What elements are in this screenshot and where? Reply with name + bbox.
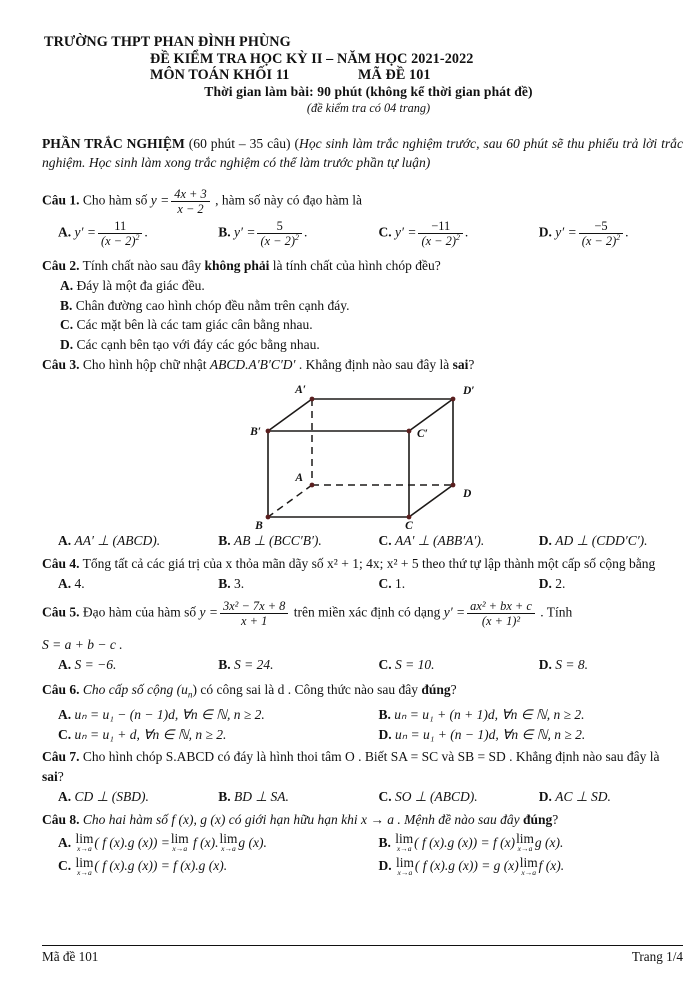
q1-option-c[interactable]: C. y′ = $\frac{-11}{(x - 2)^2}$ . bbox=[378, 219, 469, 248]
q1-option-c-num: −11 bbox=[431, 219, 451, 233]
question-3-options bbox=[42, 531, 683, 551]
question-4-label: Câu 4. bbox=[42, 556, 80, 571]
q1-option-b-num: 5 bbox=[276, 219, 283, 233]
q7-option-c[interactable]: C. SO ⊥ (ABCD). bbox=[378, 788, 478, 804]
question-3-text-a: Cho hình hộp chữ nhật bbox=[79, 357, 210, 372]
q5-fraction-g: $\frac{\text{ax² + bx + c}}{\text{(x + 1)²}}$ bbox=[467, 600, 535, 628]
question-8-options-row2 bbox=[42, 856, 683, 877]
question-7-options bbox=[42, 787, 683, 807]
question-8-options-row1 bbox=[42, 833, 683, 854]
q3-option-a[interactable]: A. AA′ ⊥ (ABCD). bbox=[58, 533, 161, 548]
subject-code-row bbox=[0, 67, 697, 84]
question-2-stem bbox=[42, 256, 683, 276]
vertex-label-Dp: D′ bbox=[462, 385, 475, 397]
q1-option-d[interactable]: D. y′ = $\frac{-5}{(x - 2)^2}$ . bbox=[538, 219, 629, 248]
q8-option-a[interactable]: A. lim x→a ( f (x).g (x)) = lim x→a f (x). lim x→a g (x). bbox=[58, 831, 267, 854]
question-6-text-a: Cho cấp số cộng (u bbox=[79, 682, 188, 697]
q7-option-a[interactable]: A. CD ⊥ (SBD). bbox=[58, 788, 149, 804]
question-6-options-row1 bbox=[42, 705, 683, 725]
question-2-text-b: là tính chất của hình chóp đều? bbox=[269, 258, 441, 273]
q2-option-a[interactable]: A. Đáy là một đa giác đều. bbox=[60, 278, 205, 293]
q2-option-b[interactable]: B. Chân đường cao hình chóp đều nằm trên cạnh đáy. bbox=[60, 297, 350, 313]
q1-option-a[interactable]: A. y′ = $\frac{11}{(x - 2)^2}$ . bbox=[58, 219, 148, 248]
question-5-options bbox=[42, 655, 683, 675]
limit-operator: lim x→a bbox=[519, 855, 538, 878]
cuboid-diagram bbox=[213, 377, 513, 529]
question-4-options bbox=[42, 574, 683, 594]
q1-option-c-den: (x − 2) bbox=[421, 234, 456, 248]
question-3-stem bbox=[42, 355, 683, 375]
question-1-options bbox=[42, 220, 683, 248]
q6-option-d[interactable]: D. uₙ = u₁ + (n − 1)d, ∀n ∈ ℕ, n ≥ 2. bbox=[378, 726, 586, 742]
question-1-text-post: , hàm số này có đạo hàm là bbox=[211, 192, 363, 208]
section-intro bbox=[0, 134, 697, 172]
question-5-text-pre: Đạo hàm của hàm số bbox=[79, 604, 200, 620]
question-4-text: Tổng tất cả các giá trị của x thỏa mãn dãy số x² + 1; 4x; x² + 5 theo thứ tự lập thành một cấp số cộng bằng bbox=[79, 556, 656, 571]
question-1-label: Câu 1. bbox=[42, 192, 80, 208]
question-8-stem bbox=[42, 810, 683, 830]
q3-option-d[interactable]: D. AD ⊥ (CDD′C′). bbox=[538, 533, 648, 548]
limit-operator: lim x→a bbox=[75, 831, 94, 854]
q1-option-d-num: −5 bbox=[594, 219, 608, 233]
q4-option-b[interactable]: B. 3. bbox=[218, 576, 245, 591]
page-footer bbox=[42, 945, 683, 965]
q2-option-c[interactable]: C. Các mặt bên là các tam giác cân bằng nhau. bbox=[60, 317, 313, 332]
limit-operator: lim x→a bbox=[396, 855, 414, 878]
question-6-options-row2 bbox=[42, 725, 683, 745]
limit-operator: lim x→a bbox=[395, 831, 414, 854]
question-5-label: Câu 5. bbox=[42, 604, 80, 620]
question-2-keyword: không phải bbox=[204, 258, 270, 273]
question-6-stem bbox=[42, 680, 683, 705]
q1-option-b-letter: B. bbox=[218, 224, 231, 240]
q6-option-b[interactable]: B. uₙ = u₁ + (n + 1)d, ∀n ∈ ℕ, n ≥ 2. bbox=[378, 706, 585, 722]
question-3-text-c: ? bbox=[468, 357, 475, 372]
q6-option-c[interactable]: C. uₙ = u₁ + d, ∀n ∈ ℕ, n ≥ 2. bbox=[58, 726, 227, 742]
section-italic-note: Học sinh làm trắc nghiệm trước, sau 60 phút sẽ thu phiếu trả lời trắc nghiệm. Học sinh làm xong trắc nghiệm có thể làm trước phần tự luận) bbox=[42, 136, 683, 170]
question-6-text-b: ) có công sai là d . Công thức nào sau đây bbox=[192, 682, 422, 697]
question-8-text-c: ? bbox=[552, 811, 559, 827]
vertex-label-Bp: B′ bbox=[249, 426, 261, 438]
question-2-text-a: Tính chất nào sau đây bbox=[79, 258, 205, 273]
question-8-label: Câu 8. bbox=[42, 811, 80, 827]
question-2-label: Câu 2. bbox=[42, 258, 80, 273]
q5-option-a[interactable]: A. S = −6. bbox=[58, 657, 117, 672]
q8-option-b[interactable]: B. lim x→a ( f (x).g (x)) = f (x) lim x→a g (x). bbox=[378, 831, 564, 854]
q7-option-b[interactable]: B. BD ⊥ SA. bbox=[218, 788, 289, 804]
question-8-text-a: Cho hai hàm số f (x), g (x) có giới hạn hữu hạn khi x → a . Mệnh đề nào sau đây bbox=[79, 811, 524, 827]
vertex-label-Ap: A′ bbox=[294, 384, 306, 396]
q1-option-d-letter: D. bbox=[538, 224, 552, 240]
question-6-subscript: n bbox=[187, 689, 193, 700]
question-6-text-c: ? bbox=[450, 682, 457, 697]
question-3-solid-name: ABCD.A′B′C′D′ bbox=[209, 357, 296, 372]
question-5-text-mid: trên miền xác định có dạng bbox=[290, 604, 444, 620]
question-7-label: Câu 7. bbox=[42, 748, 80, 764]
question-7-text-c: ? bbox=[57, 768, 64, 784]
question-3-figure-wrap bbox=[42, 377, 683, 529]
q4-option-a[interactable]: A. 4. bbox=[58, 576, 85, 591]
q8-option-d[interactable]: D. lim x→a ( f (x).g (x)) = g (x) lim x→a f (x). bbox=[378, 855, 565, 878]
vertex-label-D: D bbox=[462, 488, 471, 500]
q4-option-d[interactable]: D. 2. bbox=[538, 576, 566, 591]
exam-title: ĐỀ KIỂM TRA HỌC KỲ II – NĂM HỌC 2021-2022 bbox=[150, 50, 474, 67]
section-meta: (60 phút – 35 câu) ( bbox=[184, 136, 300, 151]
question-4-stem bbox=[42, 554, 683, 574]
school-name: TRƯỜNG THPT PHAN ĐÌNH PHÙNG bbox=[44, 34, 291, 50]
limit-operator: lim x→a bbox=[516, 831, 534, 854]
question-2-options bbox=[42, 276, 683, 354]
vertex-label-A: A bbox=[294, 472, 303, 484]
question-7-stem bbox=[42, 747, 683, 787]
question-3-label: Câu 3. bbox=[42, 357, 80, 372]
footer-divider bbox=[42, 945, 683, 946]
question-5-text-post: . Tính bbox=[536, 604, 573, 620]
q1-option-b-den: (x − 2) bbox=[260, 234, 295, 248]
q1-function-y: y = bbox=[150, 192, 170, 208]
q2-option-d[interactable]: D. Các cạnh bên tạo với đáy các góc bằng nhau. bbox=[60, 336, 320, 352]
q5-option-d[interactable]: D. S = 8. bbox=[538, 657, 588, 672]
q4-option-c[interactable]: C. 1. bbox=[378, 576, 406, 591]
q1-option-a-num: 11 bbox=[114, 219, 127, 233]
q1-option-a-den: (x − 2) bbox=[100, 234, 136, 248]
question-7-keyword: sai bbox=[42, 768, 58, 784]
vertex-label-B: B bbox=[254, 520, 263, 529]
footer-exam-code: Mã đề 101 bbox=[42, 949, 99, 964]
question-6-keyword: đúng bbox=[421, 682, 451, 697]
q1-option-b[interactable]: B. y′ = $\frac{5}{(x - 2)^2}$ . bbox=[218, 219, 308, 248]
q1-option-c-letter: C. bbox=[378, 224, 392, 240]
footer-page-number: Trang 1/4 bbox=[631, 949, 683, 964]
exam-code: MÃ ĐỀ 101 bbox=[358, 67, 431, 83]
q1-option-d-den: (x − 2) bbox=[581, 234, 617, 248]
limit-operator: lim x→a bbox=[75, 855, 94, 878]
q8-option-c[interactable]: C. lim x→a ( f (x).g (x)) = f (x).g (x). bbox=[58, 855, 228, 878]
limit-operator: lim x→a bbox=[170, 831, 189, 854]
question-7-text-a: Cho hình chóp S.ABCD có đáy là hình thoi tâm O . Biết SA = SC và SB = SD . Khẳng định nào sau đây là bbox=[79, 748, 660, 764]
section-label: PHẦN TRẮC NGHIỆM bbox=[42, 136, 185, 151]
subject-name: MÔN TOÁN KHỐI 11 bbox=[150, 67, 290, 83]
question-5-stem-line2: S = a + b − c . bbox=[42, 637, 123, 652]
page-count-note: (đề kiểm tra có 04 trang) bbox=[306, 101, 431, 115]
document-header bbox=[0, 0, 697, 116]
q1-option-a-letter: A. bbox=[58, 224, 72, 240]
vertex-label-C: C bbox=[404, 520, 413, 529]
q3-option-b[interactable]: B. AB ⊥ (BCC′B′). bbox=[218, 533, 322, 548]
question-8-keyword: đúng bbox=[523, 811, 553, 827]
q6-option-a[interactable]: A. uₙ = u₁ − (n − 1)d, ∀n ∈ ℕ, n ≥ 2. bbox=[58, 706, 265, 722]
q5-option-b[interactable]: B. S = 24. bbox=[218, 657, 274, 672]
q1-fraction: $\frac{4x + 3}{x - 2}$ bbox=[171, 188, 209, 216]
q5-fraction-f: $\frac{\text{3x² − 7x + 8}}{x + 1}$ bbox=[220, 600, 288, 628]
question-6-label: Câu 6. bbox=[42, 682, 80, 697]
cuboid-vertex-dots bbox=[265, 397, 455, 520]
q3-option-c[interactable]: C. AA′ ⊥ (ABB′A′). bbox=[378, 533, 485, 548]
q5-option-c[interactable]: C. S = 10. bbox=[378, 657, 435, 672]
question-5-stem: Câu 5. Đạo hàm của hàm số y = $\frac{\text{3x² − 7x + 8}}{x + 1}$ trên miền xác định có dạng y′ = $\frac{\text{ax² + bx + c}}{\text{(x + 1)²}}$ . Tính bbox=[42, 599, 573, 628]
limit-operator: lim x→a bbox=[219, 831, 238, 854]
question-1-stem bbox=[42, 188, 683, 216]
question-3-keyword: sai bbox=[452, 357, 469, 372]
q7-option-d[interactable]: D. AC ⊥ SD. bbox=[538, 788, 611, 804]
vertex-label-Cp: C′ bbox=[416, 428, 428, 440]
question-1-text-pre: Cho hàm số bbox=[79, 192, 151, 208]
question-3-text-b: . Khẳng định nào sau đây là bbox=[295, 357, 453, 372]
duration-line: Thời gian làm bài: 90 phút (không kể thời gian phát đề) bbox=[204, 83, 533, 99]
